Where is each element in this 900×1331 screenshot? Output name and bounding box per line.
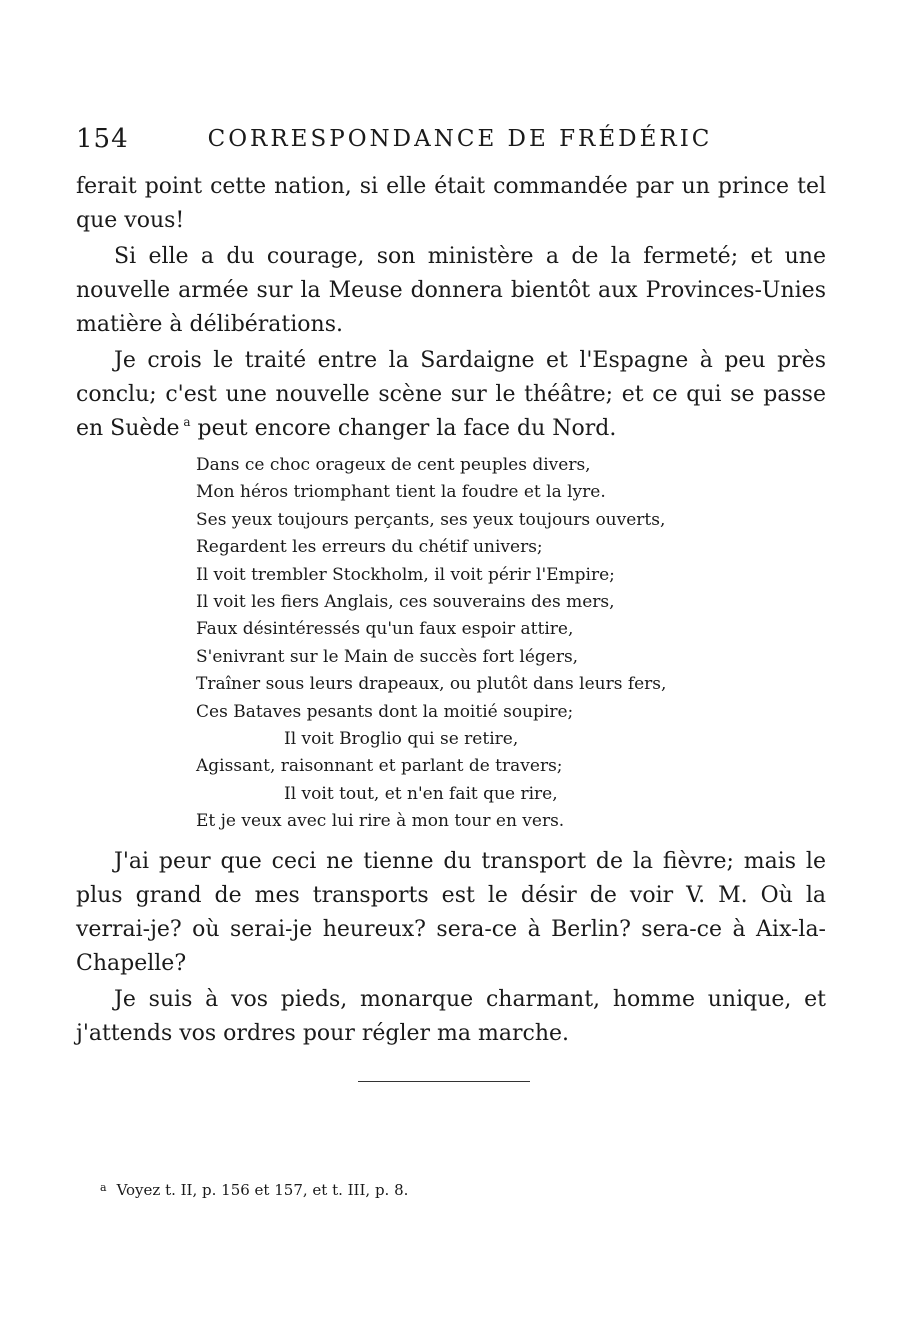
footnote-separator bbox=[358, 1081, 530, 1082]
running-head: CORRESPONDANCE DE FRÉDÉRIC bbox=[207, 126, 713, 152]
footnote-text: Voyez t. II, p. 156 et 157, et t. III, p. 8. bbox=[116, 1181, 409, 1199]
footnote-mark: a bbox=[100, 1181, 107, 1194]
poem-line: Dans ce choc orageux de cent peuples divers, bbox=[196, 455, 591, 475]
page-number: 154 bbox=[76, 124, 129, 154]
footnote-reference[interactable]: a bbox=[183, 415, 191, 429]
poem-line: Il voit Broglio qui se retire, bbox=[284, 729, 519, 750]
paragraph: J'ai peur que ceci ne tienne du transport de la fièvre; mais le plus grand de mes transports est le désir de voir V. M. Où la verrai-je? où serai-je heureux? sera-ce à Berlin? sera-ce à Aix-la-Chapelle? bbox=[76, 849, 826, 976]
poem-line: Il voit trembler Stockholm, il voit périr l'Empire; bbox=[196, 564, 615, 585]
poem-line: Agissant, raisonnant et parlant de travers; bbox=[196, 756, 563, 777]
poem-line: Ces Bataves pesants dont la moitié soupire; bbox=[196, 701, 574, 722]
poem bbox=[196, 452, 756, 836]
paragraph: ferait point cette nation, si elle était commandée par un prince tel que vous! bbox=[76, 174, 826, 233]
poem-line: Il voit les fiers Anglais, ces souverains des mers, bbox=[196, 592, 615, 613]
prose-top bbox=[76, 170, 826, 446]
poem-line: Il voit tout, et n'en fait que rire, bbox=[284, 783, 558, 804]
footnote bbox=[100, 1177, 408, 1201]
paragraph bbox=[76, 344, 826, 446]
paragraph-text: Je crois le traité entre la Sardaigne et l'Espagne à peu près conclu; c'est une nouvelle scène sur le théâtre; et ce qui se passe en Suède bbox=[76, 348, 826, 441]
paragraph: Si elle a du courage, son ministère a de la fermeté; et une nouvelle armée sur la Meuse donnera bientôt aux Provinces-Unies matière à délibérations. bbox=[76, 244, 826, 337]
poem-line: Traîner sous leurs drapeaux, ou plutôt dans leurs fers, bbox=[196, 674, 667, 695]
poem-line: Regardent les erreurs du chétif univers; bbox=[196, 537, 543, 558]
paragraph: Je suis à vos pieds, monarque charmant, homme unique, et j'attends vos ordres pour régler ma marche. bbox=[76, 987, 826, 1046]
poem-line: Et je veux avec lui rire à mon tour en vers. bbox=[196, 811, 565, 832]
prose-bottom bbox=[76, 845, 826, 1051]
poem-line: Ses yeux toujours perçants, ses yeux toujours ouverts, bbox=[196, 509, 666, 530]
paragraph-text: peut encore changer la face du Nord. bbox=[190, 416, 617, 441]
poem-line: Faux désintéressés qu'un faux espoir attire, bbox=[196, 619, 574, 640]
poem-line: Mon héros triomphant tient la foudre et la lyre. bbox=[196, 482, 606, 503]
poem-line: S'enivrant sur le Main de succès fort légers, bbox=[196, 646, 579, 667]
